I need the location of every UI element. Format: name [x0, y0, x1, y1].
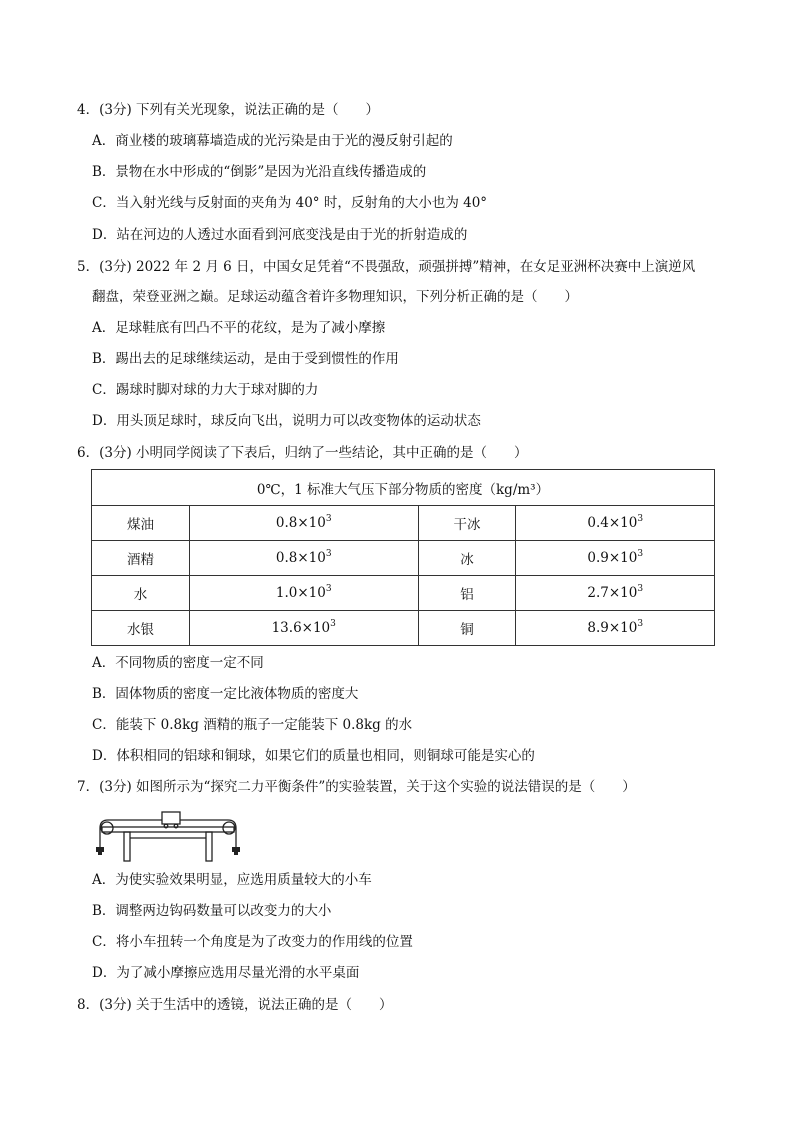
table-cell-density: $0.4\times 10^3$ — [516, 506, 715, 541]
table-cell-density: $0.8\times 10^3$ — [189, 541, 418, 576]
table-cell-density: $0.8\times 10^3$ — [189, 506, 418, 541]
density-table — [91, 469, 715, 646]
question-4-stem: 4．(3分) 下列有关光现象，说法正确的是（ ） — [77, 102, 380, 118]
table-cell-density: $0.9\times 10^3$ — [516, 541, 715, 576]
table-cell-density: $13.6\times 10^3$ — [189, 611, 418, 646]
table-cell-substance: 酒精 — [92, 541, 190, 576]
question-6-option-b: B．固体物质的密度一定比液体物质的密度大 — [92, 686, 359, 702]
question-7-stem: 7．(3分) 如图所示为“探究二力平衡条件”的实验装置，关于这个实验的说法错误的是（ ） — [77, 779, 636, 795]
question-5-option-d: D．用头顶足球时，球反向飞出，说明力可以改变物体的运动状态 — [92, 413, 481, 429]
right-weight — [232, 847, 240, 852]
question-4-option-c: C．当入射光线与反射面的夹角为 40° 时，反射角的大小也为 40° — [92, 195, 488, 211]
table-cell-substance: 水 — [92, 576, 190, 611]
table-title: 0℃，1 标准大气压下部分物质的密度（kg/m³） — [92, 470, 715, 506]
table-cell-density: $8.9\times 10^3$ — [516, 611, 715, 646]
cart — [162, 812, 180, 824]
question-6-stem: 6．(3分) 小明同学阅读了下表后，归纳了一些结论，其中正确的是（ ） — [77, 445, 528, 461]
question-4-option-a: A．商业楼的玻璃幕墙造成的光污染是由于光的漫反射引起的 — [92, 133, 453, 149]
question-4-option-b: B．景物在水中形成的“倒影”是因为光沿直线传播造成的 — [92, 164, 427, 180]
question-4-option-d: D．站在河边的人透过水面看到河底变浅是由于光的折射造成的 — [92, 227, 468, 243]
table-cell-substance: 煤油 — [92, 506, 190, 541]
table-row — [92, 541, 715, 576]
question-7-option-a: A．为使实验效果明显，应选用质量较大的小车 — [92, 872, 372, 888]
question-6-option-a: A．不同物质的密度一定不同 — [92, 655, 264, 671]
question-7-option-c: C．将小车扭转一个角度是为了改变力的作用线的位置 — [92, 934, 413, 950]
left-weight — [96, 847, 104, 852]
question-5-stem-continued: 翻盘，荣登亚洲之巅。足球运动蕴含着许多物理知识，下列分析正确的是（ ） — [92, 289, 578, 305]
table-cell-density: $1.0\times 10^3$ — [189, 576, 418, 611]
table-cell-substance: 干冰 — [418, 506, 516, 541]
table-title-row — [92, 470, 715, 506]
table-cell-substance: 水银 — [92, 611, 190, 646]
question-7-option-d: D．为了减小摩擦应选用尽量光滑的水平桌面 — [92, 965, 360, 981]
question-5-option-b: B．踢出去的足球继续运动，是由于受到惯性的作用 — [92, 351, 399, 367]
table-row — [92, 611, 715, 646]
table-cell-substance: 铝 — [418, 576, 516, 611]
question-7-option-b: B．调整两边钩码数量可以改变力的大小 — [92, 903, 332, 919]
table-cell-substance: 冰 — [418, 541, 516, 576]
table-cell-density: $2.7\times 10^3$ — [516, 576, 715, 611]
question-5-option-a: A．足球鞋底有凹凸不平的花纹，是为了减小摩擦 — [92, 320, 386, 336]
question-6-option-c: C．能装下 0.8kg 酒精的瓶子一定能装下 0.8kg 的水 — [92, 717, 413, 733]
question-8-stem: 8．(3分) 关于生活中的透镜，说法正确的是（ ） — [77, 997, 393, 1013]
question-5-stem: 5．(3分) 2022 年 2 月 6 日，中国女足凭着“不畏强敌，顽强拼搏”精神，在女足亚洲杯决赛中上演逆风 — [77, 259, 696, 275]
question-6-option-d: D．体积相同的铝球和铜球，如果它们的质量也相同，则铜球可能是实心的 — [92, 748, 535, 764]
table-row — [92, 506, 715, 541]
question-5-option-c: C．踢球时脚对球的力大于球对脚的力 — [92, 382, 319, 398]
force-balance-apparatus-figure — [94, 808, 244, 864]
table-cell-substance: 铜 — [418, 611, 516, 646]
table-row — [92, 576, 715, 611]
